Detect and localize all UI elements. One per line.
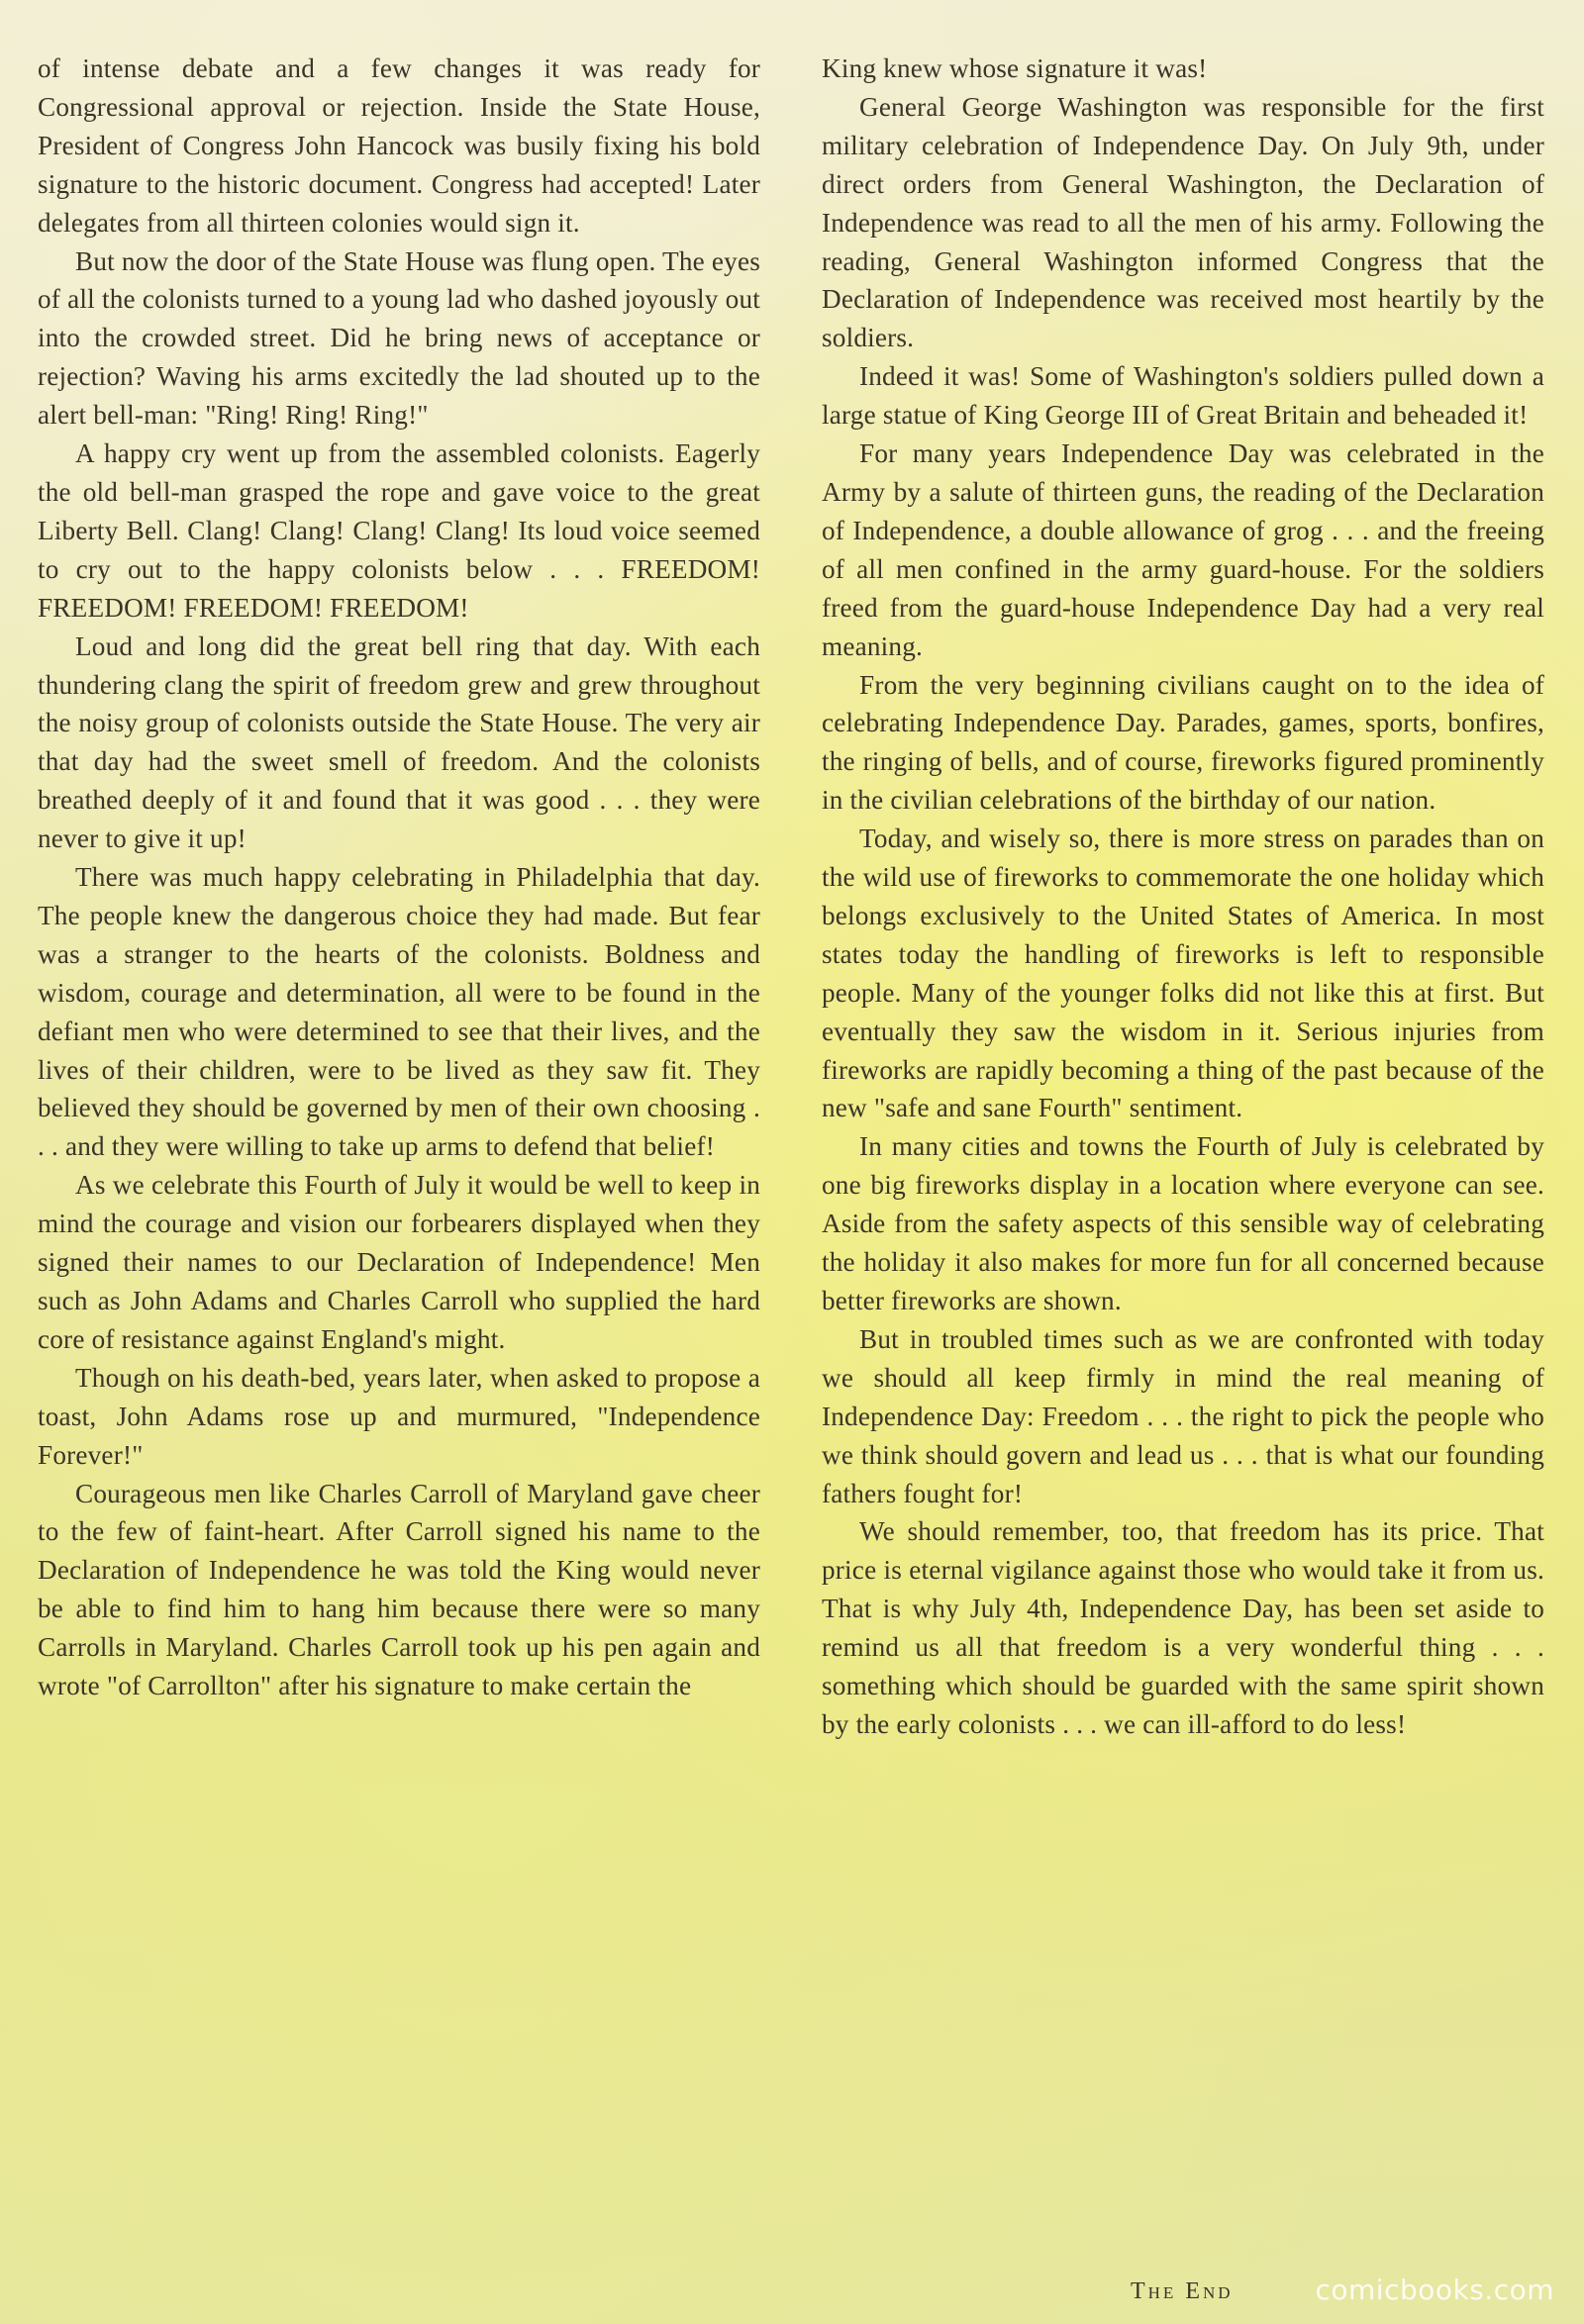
paragraph: Though on his death-bed, years later, when asked to propose a toast, John Adams rose up and murmured, "Independence Forever!" [38,1362,760,1470]
paragraph: In many cities and towns the Fourth of July is celebrated by one big fireworks display in a location where everyone can see. Aside from the safety aspects of this sensible way of celebrating the holiday it also makes for more fun for all concerned because better fireworks are shown. [822,1131,1544,1315]
left-text-column [38,49,760,1705]
paragraph: Indeed it was! Some of Washington's soldiers pulled down a large statue of King George III of Great Britain and beheaded it! [822,361,1544,431]
paragraph: King knew whose signature it was! [822,53,1208,83]
paragraph: From the very beginning civilians caught on to the idea of celebrating Independence Day. Parades, games, sports, bonfires, the ringing of bells, and of course, fireworks figured prominently in the civilian celebrations of the birthday of our nation. [822,669,1544,816]
paragraph: Today, and wisely so, there is more stress on parades than on the wild use of fireworks to commemorate the one holiday which belongs exclusively to the United States of America. In most states today the handling of fireworks is left to responsible people. Many of the younger folks did not like this at first. But eventually they saw the wisdom in it. Serious injuries from fireworks are rapidly becoming a thing of the past because of the new "safe and sane Fourth" sentiment. [822,823,1544,1123]
paragraph: But in troubled times such as we are confronted with today we should all keep firmly in mind the real meaning of Independence Day: Freedom . . . the right to pick the people who we think should govern and lead us . . . that is what our founding fathers fought for! [822,1323,1544,1508]
paragraph: We should remember, too, that freedom has its price. That price is eternal vigilance against those who would take it from us. That is why July 4th, Independence Day, has been set aside to remind us all that freedom is a very wonderful thing . . . something which should be guarded with the same spirit shown by the early colonists . . . we can ill-afford to do less! [822,1516,1544,1739]
paragraph: Loud and long did the great bell ring that day. With each thundering clang the spirit of freedom grew and grew throughout the noisy group of colonists outside the State House. The very air that day had the sweet smell of freedom. And the colonists breathed deeply of it and found that it was good . . . they were never to give it up! [38,630,760,854]
paragraph: of intense debate and a few changes it was ready for Congressional approval or rejection. Inside the State House, President of Congress John Hancock was busily fixing his bold signature to the historic document. Congress had accepted! Later delegates from all thirteen colonies would sign it. [38,53,760,238]
paragraph: There was much happy celebrating in Philadelphia that day. The people knew the dangerous choice they had made. But fear was a stranger to the hearts of the colonists. Boldness and wisdom, courage and determination, all were to be found in the defiant men who were determined to see that their lives, and the lives of their children, were to be lived as they saw fit. They believed they should be governed by men of their own choosing . . . and they were willing to take up arms to defend that belief! [38,862,760,1162]
paragraph: A happy cry went up from the assembled colonists. Eagerly the old bell-man grasped the rope and gave voice to the great Liberty Bell. Clang! Clang! Clang! Clang! Its loud voice seemed to cry out to the happy colonists below . . . FREEDOM! FREEDOM! FREEDOM! FREEDOM! [38,438,760,623]
paragraph: For many years Independence Day was celebrated in the Army by a salute of thirteen guns, the reading of the Declaration of Independence, a double allowance of grog . . . and the freeing of all men confined in the army guard-house. For the soldiers freed from the guard-house Independence Day had a very real meaning. [822,438,1544,661]
site-watermark: comicbooks.com [1315,2274,1554,2306]
paragraph: As we celebrate this Fourth of July it would be well to keep in mind the courage and vision our forbearers displayed when they signed their names to our Declaration of Independence! Men such as John Adams and Charles Carroll who supplied the hard core of resistance against England's might. [38,1170,760,1354]
paragraph: Courageous men like Charles Carroll of Maryland gave cheer to the few of faint-heart. After Carroll signed his name to the Declaration of Independence he was told the King would never be able to find him to hang him because there were so many Carrolls in Maryland. Charles Carroll took up his pen again and wrote "of Carrollton" after his signature to make certain the [38,1478,760,1701]
paragraph: General George Washington was responsible for the first military celebration of Independence Day. On July 9th, under direct orders from General Washington, the Declaration of Independence was read to all the men of his army. Following the reading, General Washington informed Congress that the Declaration of Independence was received most heartily by the soldiers. [822,91,1544,353]
the-end-mark: The End [1131,2278,1234,2304]
paragraph: But now the door of the State House was flung open. The eyes of all the colonists turned to a young lad who dashed joyously out into the crowded street. Did he bring news of acceptance or rejection? Waving his arms excitedly the lad shouted up to the alert bell-man: "Ring! Ring! Ring!" [38,245,760,431]
right-text-column [822,49,1544,1744]
